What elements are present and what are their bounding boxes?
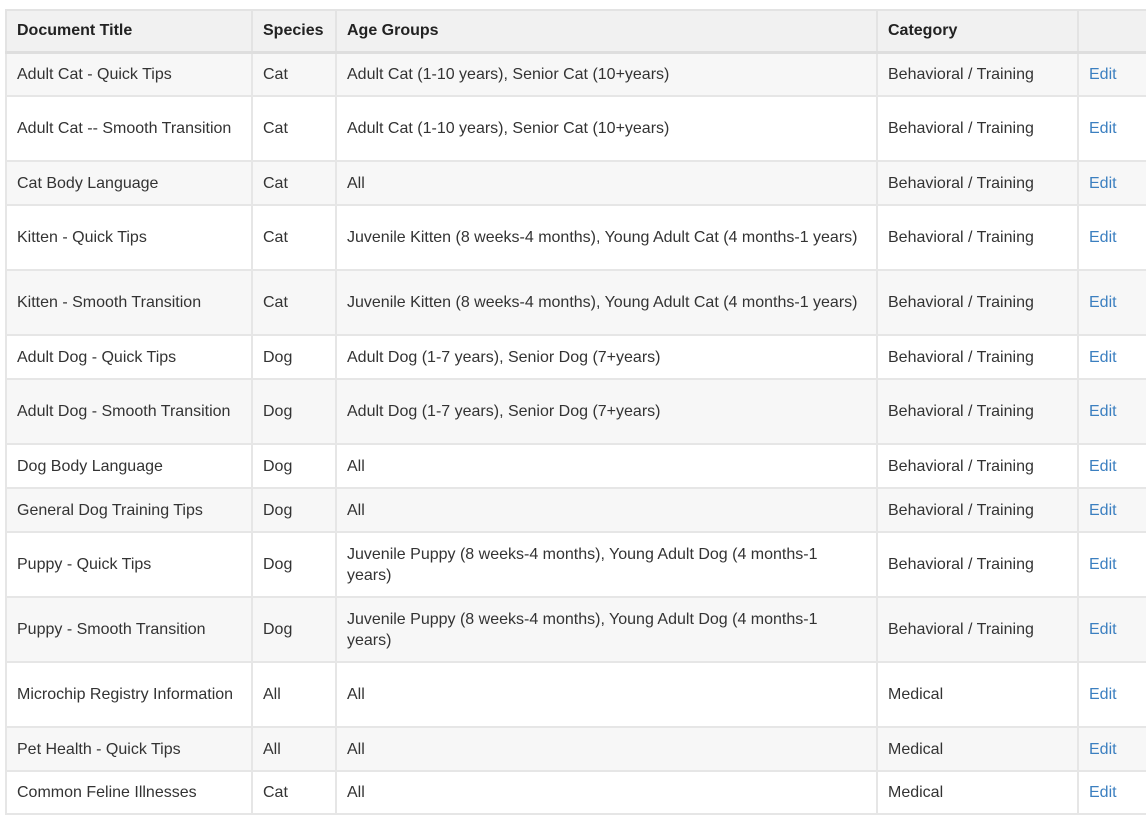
table-row bbox=[6, 161, 1146, 205]
cell-age-groups: Juvenile Kitten (8 weeks-4 months), Young Adult Cat (4 months-1 years) bbox=[336, 270, 877, 335]
cell-species: Dog bbox=[252, 488, 336, 532]
table-row bbox=[6, 727, 1146, 771]
cell-action bbox=[1078, 270, 1146, 335]
cell-action bbox=[1078, 662, 1146, 727]
cell-age-groups: Adult Cat (1-10 years), Senior Cat (10+years) bbox=[336, 52, 877, 96]
cell-document-title: Microchip Registry Information bbox=[6, 662, 252, 727]
edit-link[interactable]: Edit bbox=[1089, 686, 1117, 703]
edit-link[interactable]: Edit bbox=[1089, 174, 1117, 192]
cell-action bbox=[1078, 444, 1146, 488]
cell-age-groups: Adult Cat (1-10 years), Senior Cat (10+years) bbox=[336, 96, 877, 161]
header-category[interactable]: Category bbox=[877, 10, 1078, 52]
edit-link[interactable]: Edit bbox=[1089, 784, 1117, 801]
cell-document-title: General Dog Training Tips bbox=[6, 488, 252, 532]
edit-link[interactable]: Edit bbox=[1089, 740, 1117, 758]
cell-document-title: Cat Body Language bbox=[6, 161, 252, 205]
table-row bbox=[6, 597, 1146, 662]
edit-link[interactable]: Edit bbox=[1089, 501, 1117, 519]
cell-species: Cat bbox=[252, 161, 336, 205]
cell-age-groups: All bbox=[336, 161, 877, 205]
cell-species: Dog bbox=[252, 597, 336, 662]
documents-table bbox=[5, 9, 1146, 815]
cell-age-groups: Juvenile Kitten (8 weeks-4 months), Young Adult Cat (4 months-1 years) bbox=[336, 205, 877, 270]
table-row bbox=[6, 335, 1146, 379]
table-row bbox=[6, 379, 1146, 444]
cell-species: Dog bbox=[252, 335, 336, 379]
cell-category: Behavioral / Training bbox=[877, 270, 1078, 335]
table-row bbox=[6, 488, 1146, 532]
edit-link[interactable]: Edit bbox=[1089, 403, 1117, 420]
cell-document-title: Common Feline Illnesses bbox=[6, 771, 252, 814]
cell-action bbox=[1078, 52, 1146, 96]
cell-species: All bbox=[252, 662, 336, 727]
cell-document-title: Kitten - Quick Tips bbox=[6, 205, 252, 270]
cell-age-groups: All bbox=[336, 488, 877, 532]
cell-document-title: Pet Health - Quick Tips bbox=[6, 727, 252, 771]
documents-table-container bbox=[5, 9, 1146, 815]
header-document-title[interactable]: Document Title bbox=[6, 10, 252, 52]
cell-document-title: Kitten - Smooth Transition bbox=[6, 270, 252, 335]
cell-species: Cat bbox=[252, 52, 336, 96]
table-row bbox=[6, 662, 1146, 727]
header-action bbox=[1078, 10, 1146, 52]
cell-species: Cat bbox=[252, 270, 336, 335]
cell-category: Medical bbox=[877, 727, 1078, 771]
cell-category: Behavioral / Training bbox=[877, 532, 1078, 597]
cell-category: Behavioral / Training bbox=[877, 444, 1078, 488]
edit-link[interactable]: Edit bbox=[1089, 120, 1117, 137]
cell-action bbox=[1078, 379, 1146, 444]
table-header-row bbox=[6, 10, 1146, 52]
cell-age-groups: Adult Dog (1-7 years), Senior Dog (7+years) bbox=[336, 335, 877, 379]
table-row bbox=[6, 52, 1146, 96]
cell-category: Behavioral / Training bbox=[877, 597, 1078, 662]
cell-species: Dog bbox=[252, 379, 336, 444]
cell-document-title: Adult Cat -- Smooth Transition bbox=[6, 96, 252, 161]
cell-action bbox=[1078, 727, 1146, 771]
edit-link[interactable]: Edit bbox=[1089, 65, 1117, 83]
table-row bbox=[6, 205, 1146, 270]
cell-category: Behavioral / Training bbox=[877, 488, 1078, 532]
cell-document-title: Adult Cat - Quick Tips bbox=[6, 52, 252, 96]
table-row bbox=[6, 270, 1146, 335]
cell-species: Cat bbox=[252, 771, 336, 814]
cell-category: Behavioral / Training bbox=[877, 205, 1078, 270]
cell-age-groups: All bbox=[336, 444, 877, 488]
cell-action bbox=[1078, 335, 1146, 379]
cell-category: Behavioral / Training bbox=[877, 335, 1078, 379]
cell-age-groups: All bbox=[336, 727, 877, 771]
cell-action bbox=[1078, 488, 1146, 532]
cell-species: Dog bbox=[252, 532, 336, 597]
cell-action bbox=[1078, 597, 1146, 662]
cell-category: Behavioral / Training bbox=[877, 379, 1078, 444]
cell-action bbox=[1078, 205, 1146, 270]
cell-age-groups: Adult Dog (1-7 years), Senior Dog (7+years) bbox=[336, 379, 877, 444]
cell-document-title: Puppy - Quick Tips bbox=[6, 532, 252, 597]
edit-link[interactable]: Edit bbox=[1089, 556, 1117, 573]
edit-link[interactable]: Edit bbox=[1089, 348, 1117, 366]
cell-category: Medical bbox=[877, 771, 1078, 814]
cell-category: Behavioral / Training bbox=[877, 96, 1078, 161]
cell-category: Behavioral / Training bbox=[877, 52, 1078, 96]
cell-document-title: Dog Body Language bbox=[6, 444, 252, 488]
cell-category: Medical bbox=[877, 662, 1078, 727]
cell-species: Dog bbox=[252, 444, 336, 488]
cell-age-groups: All bbox=[336, 771, 877, 814]
cell-species: Cat bbox=[252, 96, 336, 161]
cell-category: Behavioral / Training bbox=[877, 161, 1078, 205]
header-age-groups[interactable]: Age Groups bbox=[336, 10, 877, 52]
header-species[interactable]: Species bbox=[252, 10, 336, 52]
cell-age-groups: Juvenile Puppy (8 weeks-4 months), Young Adult Dog (4 months-1 years) bbox=[336, 532, 877, 597]
table-row bbox=[6, 96, 1146, 161]
cell-species: All bbox=[252, 727, 336, 771]
edit-link[interactable]: Edit bbox=[1089, 457, 1117, 475]
cell-action bbox=[1078, 161, 1146, 205]
table-row bbox=[6, 444, 1146, 488]
table-row bbox=[6, 771, 1146, 814]
cell-document-title: Adult Dog - Smooth Transition bbox=[6, 379, 252, 444]
cell-species: Cat bbox=[252, 205, 336, 270]
cell-action bbox=[1078, 771, 1146, 814]
cell-action bbox=[1078, 532, 1146, 597]
cell-action bbox=[1078, 96, 1146, 161]
cell-document-title: Puppy - Smooth Transition bbox=[6, 597, 252, 662]
cell-document-title: Adult Dog - Quick Tips bbox=[6, 335, 252, 379]
edit-link[interactable]: Edit bbox=[1089, 621, 1117, 638]
table-row bbox=[6, 532, 1146, 597]
cell-age-groups: All bbox=[336, 662, 877, 727]
edit-link[interactable]: Edit bbox=[1089, 294, 1117, 311]
cell-age-groups: Juvenile Puppy (8 weeks-4 months), Young Adult Dog (4 months-1 years) bbox=[336, 597, 877, 662]
edit-link[interactable]: Edit bbox=[1089, 229, 1117, 246]
